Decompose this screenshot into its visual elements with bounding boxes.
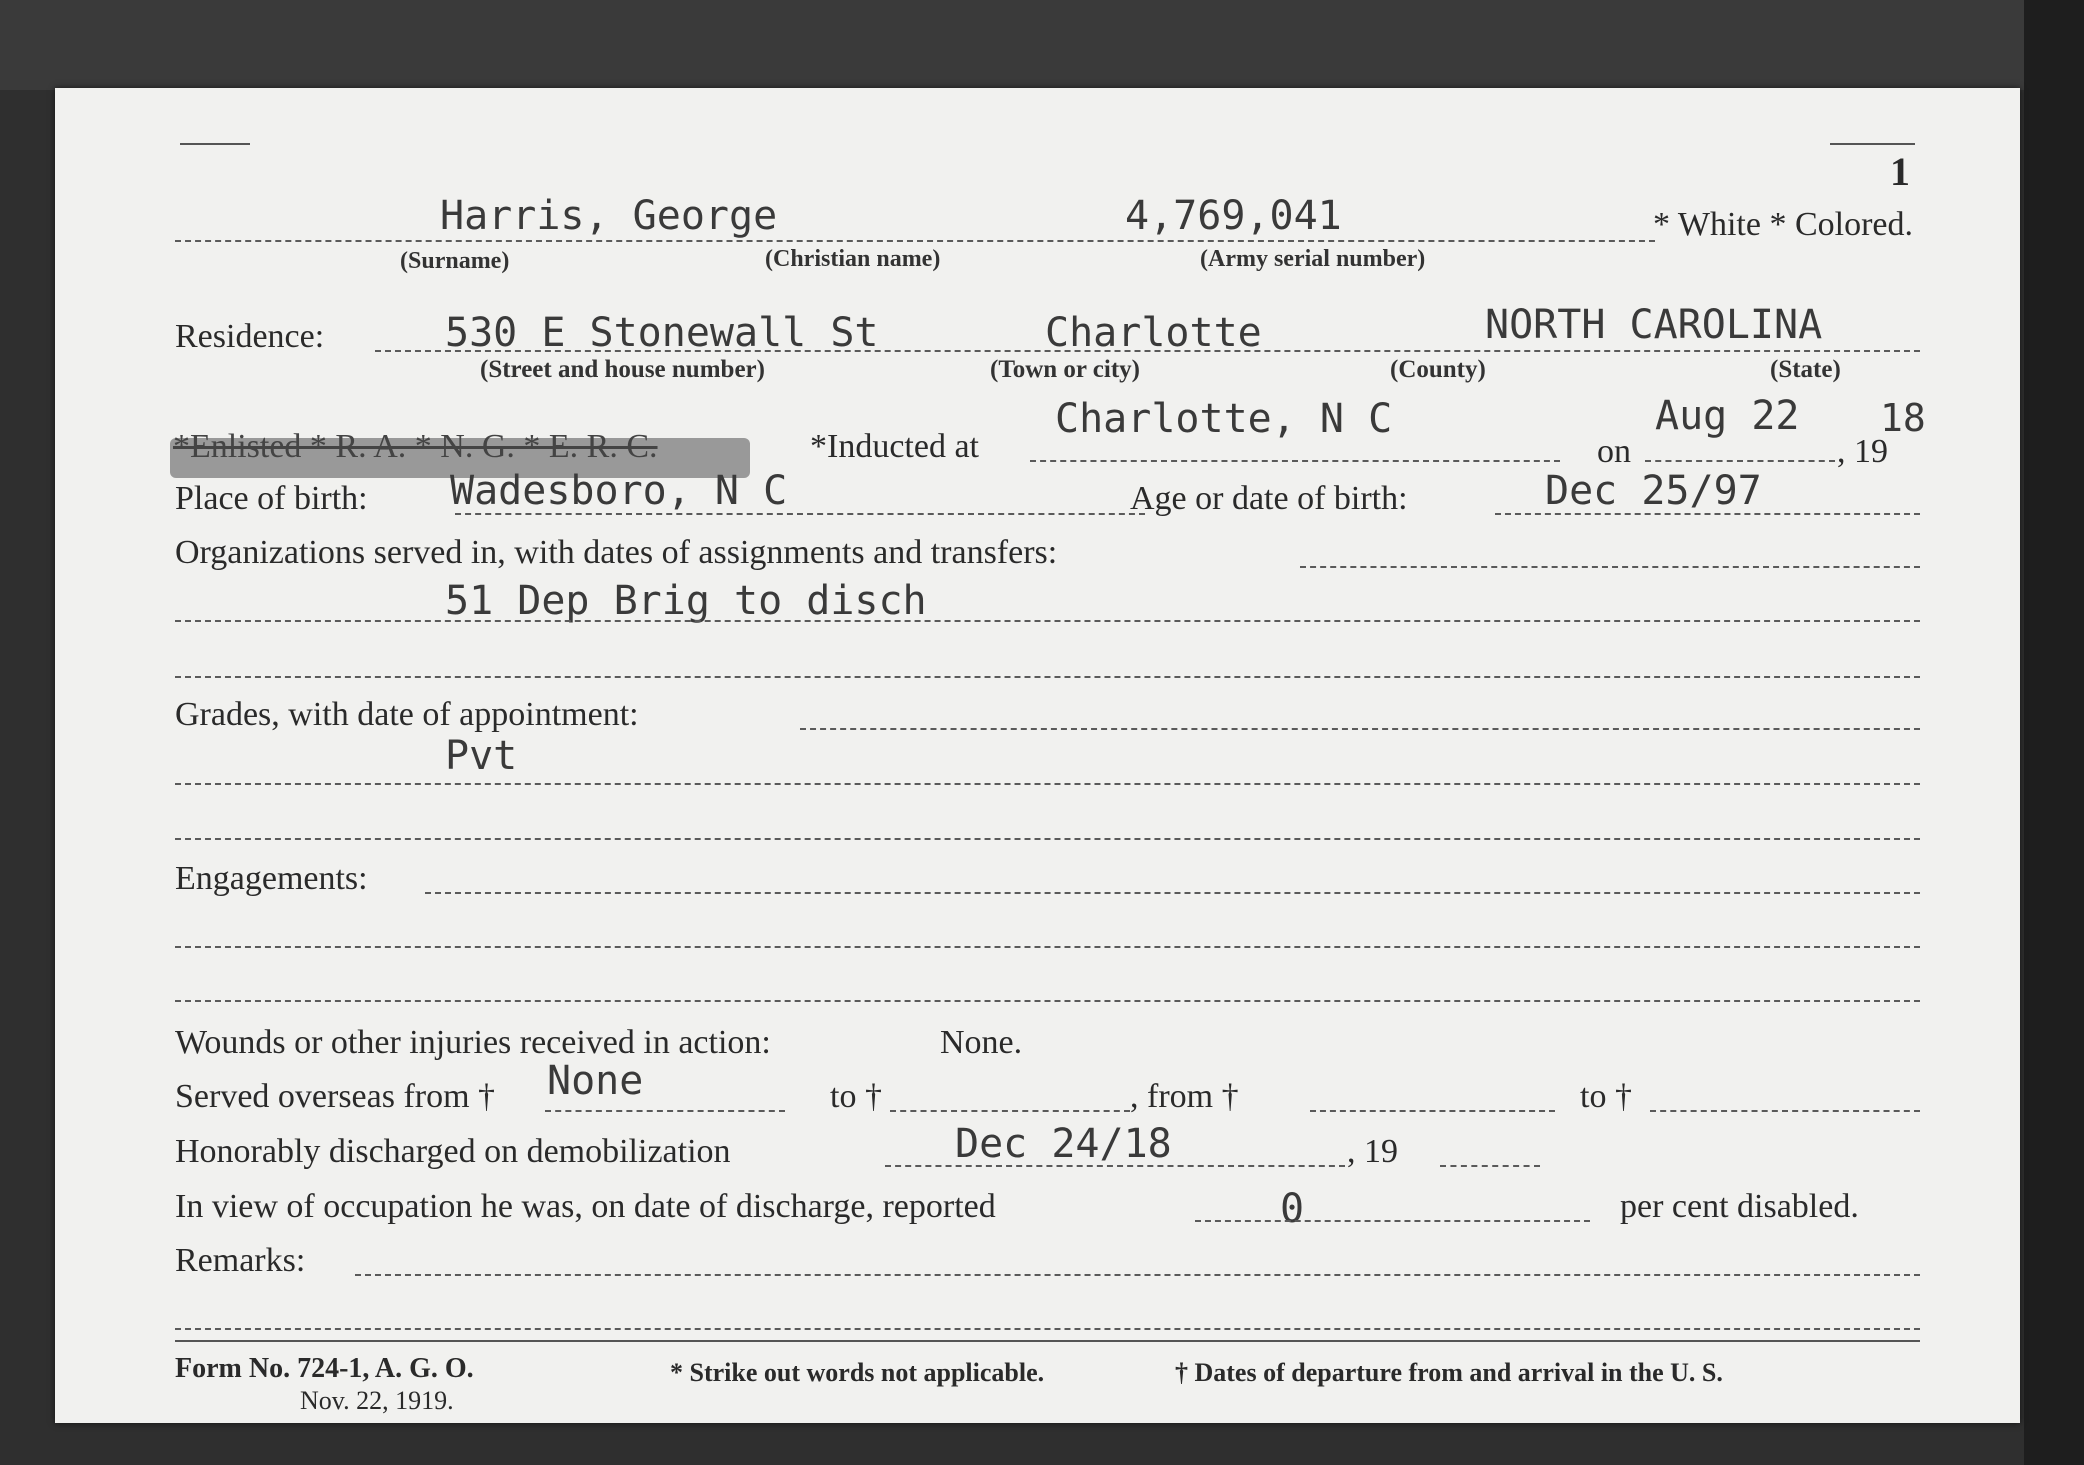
organizations-line-3 bbox=[175, 676, 1920, 678]
remarks-line-1 bbox=[355, 1274, 1920, 1276]
residence-line bbox=[375, 350, 1920, 352]
strike-note: * Strike out words not applicable. bbox=[670, 1358, 1045, 1387]
wounds-value: None. bbox=[940, 1024, 1023, 1061]
place-of-birth-line bbox=[455, 513, 1145, 515]
town-caption: (Town or city) bbox=[990, 356, 1140, 383]
overseas-to-line bbox=[890, 1110, 1130, 1112]
serial-number-value: 4,769,041 bbox=[1125, 193, 1342, 239]
name-value: Harris, George bbox=[440, 193, 778, 239]
inducted-on-label: on bbox=[1597, 433, 1631, 470]
overseas-from-line bbox=[545, 1110, 785, 1112]
place-of-birth-label: Place of birth: bbox=[175, 480, 368, 517]
overseas-from2-line bbox=[1310, 1110, 1555, 1112]
town-value: Charlotte bbox=[1045, 310, 1262, 356]
discharged-label: Honorably discharged on demobilization bbox=[175, 1133, 731, 1170]
form-date: Nov. 22, 1919. bbox=[300, 1386, 454, 1415]
race-label: * White * Colored. bbox=[1653, 206, 1913, 243]
organizations-line-1 bbox=[1300, 566, 1920, 568]
overseas-to-label: to † bbox=[830, 1078, 882, 1115]
date-of-birth-value: Dec 25/97 bbox=[1545, 468, 1762, 514]
overseas-to2-line bbox=[1650, 1110, 1920, 1112]
remarks-line-2 bbox=[175, 1328, 1920, 1330]
residence-label: Residence: bbox=[175, 318, 325, 355]
served-overseas-label: Served overseas from † bbox=[175, 1078, 496, 1115]
footer-rule bbox=[175, 1340, 1920, 1342]
county-caption: (County) bbox=[1390, 356, 1486, 383]
organizations-value: 51 Dep Brig to disch bbox=[445, 578, 927, 624]
grades-label: Grades, with date of appointment: bbox=[175, 696, 639, 733]
engagements-line-3 bbox=[175, 1000, 1920, 1002]
scan-background-top bbox=[0, 0, 2084, 90]
service-record-card bbox=[55, 88, 2020, 1423]
overseas-from2-label: , from † bbox=[1130, 1078, 1239, 1115]
overseas-to2-label: to † bbox=[1580, 1078, 1632, 1115]
discharged-on-value: Dec 24/18 bbox=[955, 1121, 1172, 1167]
percent-disabled-value: 0 bbox=[1280, 1186, 1305, 1232]
surname-caption: (Surname) bbox=[400, 248, 510, 274]
engagements-label: Engagements: bbox=[175, 860, 368, 897]
engagements-line-1 bbox=[425, 892, 1920, 894]
enlisted-label: *Enlisted * R. A. * N. G. * E. R. C. bbox=[173, 428, 658, 465]
grades-line-1 bbox=[800, 728, 1920, 730]
date-of-birth-line bbox=[1495, 513, 1920, 515]
state-caption: (State) bbox=[1770, 356, 1841, 383]
form-number: Form No. 724-1, A. G. O. bbox=[175, 1353, 474, 1384]
inducted-at-label: *Inducted at bbox=[810, 428, 979, 465]
top-left-rule bbox=[180, 143, 250, 145]
grades-value: Pvt bbox=[445, 733, 518, 779]
engagements-line-2 bbox=[175, 946, 1920, 948]
dates-note: † Dates of departure from and arrival in the U. S. bbox=[1175, 1358, 1723, 1387]
served-overseas-from-value: None bbox=[547, 1058, 644, 1104]
inducted-year-prefix: , 19 bbox=[1837, 433, 1888, 470]
inducted-at-value: Charlotte, N C bbox=[1055, 396, 1393, 442]
organizations-line-2 bbox=[175, 620, 1920, 622]
percent-disabled-label: per cent disabled. bbox=[1620, 1188, 1859, 1225]
inducted-at-line bbox=[1030, 460, 1560, 462]
army-serial-caption: (Army serial number) bbox=[1200, 246, 1426, 272]
scan-background-right bbox=[2024, 0, 2084, 1465]
top-right-rule bbox=[1830, 143, 1915, 145]
name-line bbox=[175, 240, 1655, 242]
discharged-year-prefix: , 19 bbox=[1347, 1133, 1398, 1170]
discharged-year-line bbox=[1440, 1165, 1540, 1167]
wounds-label: Wounds or other injuries received in action: bbox=[175, 1024, 771, 1061]
occupation-label: In view of occupation he was, on date of discharge, reported bbox=[175, 1188, 996, 1225]
grades-line-3 bbox=[175, 838, 1920, 840]
street-caption: (Street and house number) bbox=[480, 356, 765, 383]
discharged-line bbox=[885, 1165, 1345, 1167]
christian-name-caption: (Christian name) bbox=[765, 246, 941, 272]
percent-disabled-line bbox=[1195, 1220, 1590, 1222]
place-of-birth-value: Wadesboro, N C bbox=[450, 468, 788, 514]
street-value: 530 E Stonewall St bbox=[445, 310, 879, 356]
inducted-year-value: 18 bbox=[1880, 396, 1926, 440]
state-value: NORTH CAROLINA bbox=[1485, 302, 1823, 348]
age-dob-label: Age or date of birth: bbox=[1130, 480, 1408, 517]
inducted-on-line bbox=[1645, 460, 1835, 462]
grades-line-2 bbox=[175, 783, 1920, 785]
remarks-label: Remarks: bbox=[175, 1242, 306, 1279]
inducted-on-value: Aug 22 bbox=[1655, 393, 1800, 439]
page-number: 1 bbox=[1890, 149, 1910, 194]
organizations-label: Organizations served in, with dates of assignments and transfers: bbox=[175, 534, 1058, 571]
